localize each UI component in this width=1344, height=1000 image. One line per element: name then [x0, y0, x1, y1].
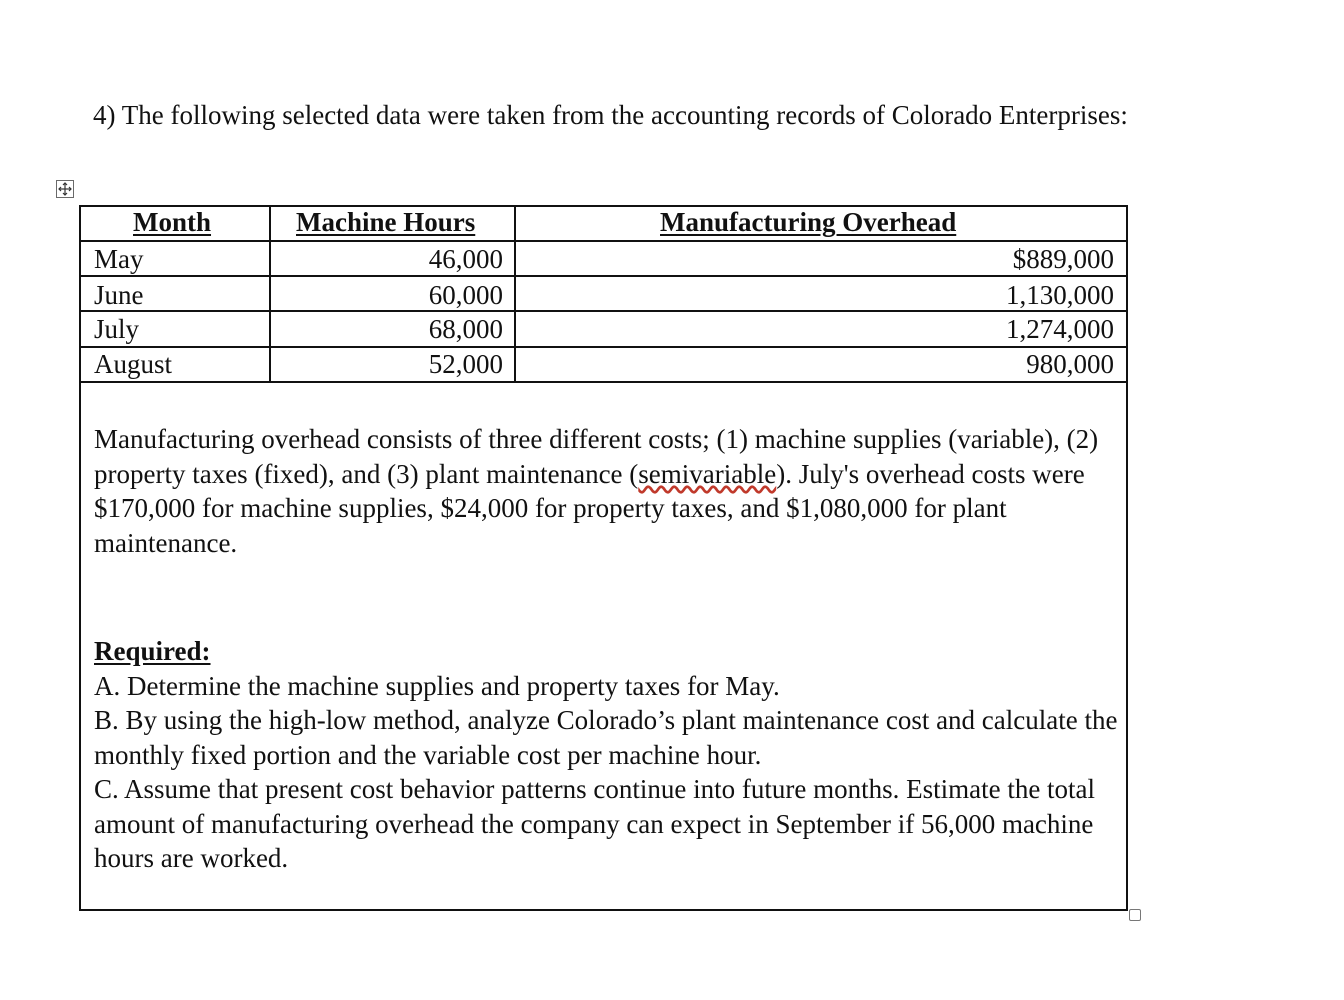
cell-overhead: 980,000	[1026, 349, 1114, 379]
required-title: Required:	[94, 636, 211, 666]
cell-machine-hours: 52,000	[428, 349, 503, 379]
table-resize-handle-icon[interactable]	[1129, 909, 1141, 921]
required-item-c: C. Assume that present cost behavior patterns continue into future months. Estimate the total amount of manufacturing overhead the company can expect in September if 56,000 machine hours are worked.	[94, 774, 1096, 873]
description-part2: ). July's overhead costs were $170,000 for machine supplies, $24,000 for property taxes, and $1,080,000 for plant maintenance.	[94, 458, 1085, 558]
cell-overhead: 1,274,000	[1006, 314, 1114, 344]
header-month: Month	[133, 207, 212, 237]
cell-month: May	[94, 244, 144, 274]
cell-month: June	[94, 280, 144, 310]
table-header-divider	[79, 240, 1128, 242]
table-bottom-divider	[79, 381, 1128, 383]
cell-machine-hours: 68,000	[428, 314, 503, 344]
cell-machine-hours: 46,000	[428, 244, 503, 274]
cell-month: August	[94, 349, 173, 379]
table-column-divider	[514, 205, 516, 383]
description-part1: Manufacturing overhead consists of three different costs; (1) machine supplies (variable), (2) property taxes (fixed), and (3) plant maintenance (	[94, 424, 1099, 489]
cell-overhead: 1,130,000	[1006, 280, 1114, 310]
required-item-a: A. Determine the machine supplies and property taxes for May.	[94, 670, 780, 701]
cell-month: July	[94, 314, 140, 344]
question-text: 4) The following selected data were taken from the accounting records of Colorado Enterprises:	[93, 100, 1128, 130]
required-item-b: B. By using the high-low method, analyze Colorado’s plant maintenance cost and calculate the monthly fixed portion and the variable cost per machine hour.	[94, 705, 1118, 770]
spellcheck-flagged-word[interactable]: semivariable	[638, 458, 777, 489]
header-machine-hours: Machine Hours	[296, 207, 476, 237]
required-section	[94, 634, 1119, 876]
overhead-description	[94, 422, 1114, 560]
table-column-divider	[269, 205, 271, 383]
cell-machine-hours: 60,000	[428, 280, 503, 310]
cell-overhead: $889,000	[1012, 244, 1114, 274]
table-move-icon[interactable]	[56, 180, 74, 198]
table-row-divider	[79, 275, 1128, 277]
header-manufacturing-overhead: Manufacturing Overhead	[660, 207, 957, 237]
